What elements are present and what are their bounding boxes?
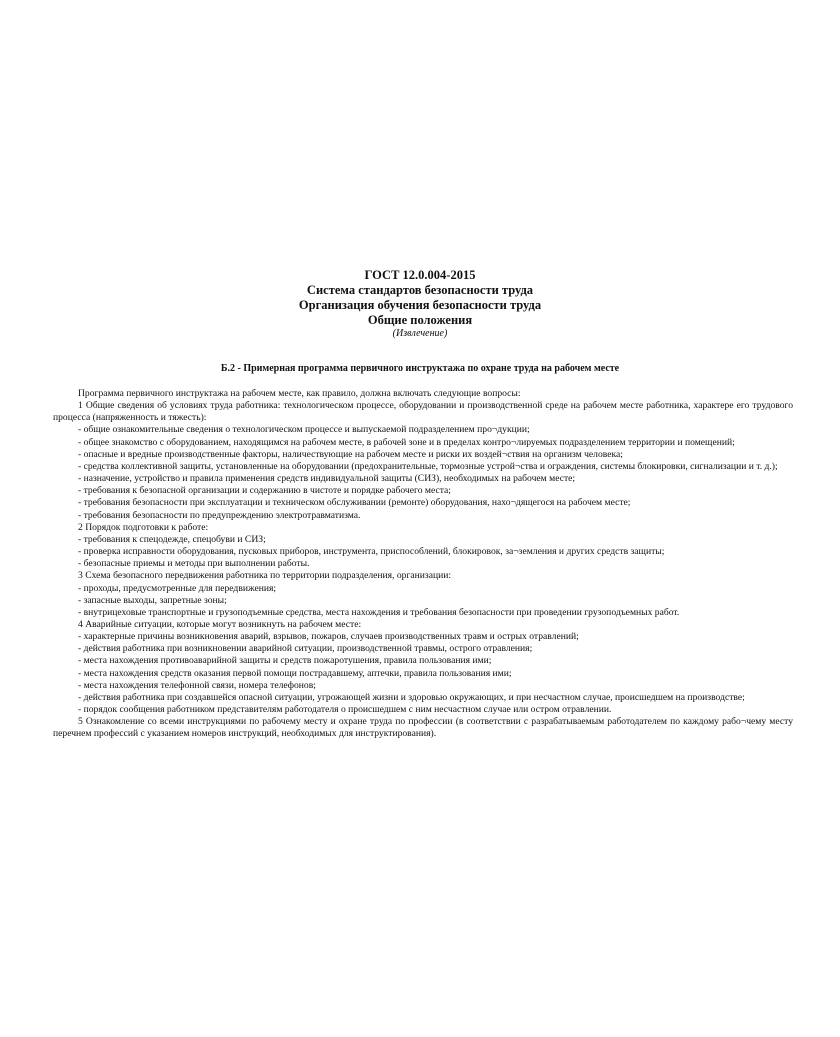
list-item: - действия работника при создавшейся опасной ситуации, угрожающей жизни и здоровью окружающих, и при несчастном случае, происшедшем на производстве;	[78, 691, 745, 703]
document-header	[0, 268, 840, 340]
list-item: - опасные и вредные производственные факторы, наличествующие на рабочем месте и риски их воздей¬ствия на организм человека;	[78, 448, 623, 460]
section-3-heading: 3 Схема безопасного передвижения работника по территории подразделения, организации:	[78, 570, 452, 582]
list-item: - проходы, предусмотренные для передвижения;	[78, 582, 277, 594]
intro-paragraph: Программа первичного инструктажа на рабочем месте, как правило, должна включать следующие вопросы:	[78, 388, 521, 399]
section-5-heading: 5 Ознакомление со всеми инструкциями по рабочему месту и охране труда по профессии (в соответствии с разрабатываемым работодателем по каждому рабо¬чему месту перечнем профессий с указанием номеров инструкций, необходимых для инструктирования).	[53, 716, 793, 740]
list-item: - проверка исправности оборудования, пусковых приборов, инструмента, приспособлений, блокировок, за¬земления и других средств защиты;	[78, 546, 665, 558]
document-body	[53, 388, 793, 741]
list-item: - места нахождения телефонной связи, номера телефонов;	[78, 679, 316, 691]
section-1-heading: 1 Общие сведения об условиях труда работника: технологическом процессе, оборудовании и производственной среде на рабочем месте работника, характере его трудового процесса (напряженность и тяжесть):	[53, 400, 793, 424]
standard-subtitle: Общие положения	[367, 313, 473, 327]
list-item: - требования безопасности по предупреждению электротравматизма.	[78, 509, 361, 521]
list-item: - средства коллективной защиты, установленные на оборудовании (предохранительные, тормозные устрой¬ства и ограждения, системы блокировки, сигнализации и т. д.);	[78, 460, 778, 472]
list-item: - требования к безопасной организации и содержанию в чистоте и порядке рабочего места;	[78, 485, 451, 497]
list-item: - общие ознакомительные сведения о технологическом процессе и выпускаемой подразделением про¬дукции;	[78, 424, 530, 436]
section-2-heading: 2 Порядок подготовки к работе:	[78, 521, 209, 533]
list-item: - внутрицеховые транспортные и грузоподъемные средства, места нахождения и требования безопасности при проведении грузоподъемных работ.	[78, 606, 680, 618]
section-title: Б.2 - Примерная программа первичного инструктажа по охране труда на рабочем месте	[220, 363, 620, 374]
list-item: - безопасные приемы и методы при выполнении работы.	[78, 558, 310, 570]
standard-number: ГОСТ 12.0.004-2015	[364, 268, 476, 282]
standard-system: Система стандартов безопасности труда	[306, 283, 534, 297]
list-item: - требования к спецодежде, спецобуви и СИЗ;	[78, 533, 266, 545]
list-item: - места нахождения средств оказания первой помощи пострадавшему, аптечки, правила пользования ими;	[78, 667, 512, 679]
standard-title: Организация обучения безопасности труда	[298, 298, 542, 312]
list-item: - действия работника при возникновении аварийной ситуации, производственной травмы, острого отравления;	[78, 643, 533, 655]
list-item: - назначение, устройство и правила применения средств индивидуальной защиты (СИЗ), необходимых на рабочем месте;	[78, 473, 576, 485]
list-item: - требования безопасности при эксплуатации и техническом обслуживании (ремонте) оборудования, нахо¬дящегося на рабочем месте;	[78, 497, 631, 509]
list-item: - характерные причины возникновения аварий, взрывов, пожаров, случаев производственных травм и острых отравлений;	[78, 631, 579, 643]
list-item: - запасные выходы, запретные зоны;	[78, 594, 227, 606]
list-item: - общее знакомство с оборудованием, находящимся на рабочем месте, в рабочей зоне и в пределах контро¬лируемых подразделением территории и помещений;	[78, 436, 735, 448]
section-4-heading: 4 Аварийные ситуации, которые могут возникнуть на рабочем месте:	[78, 618, 362, 630]
list-item: - порядок сообщения работником представителям работодателя о происшедшем с ним несчастном случае или остром отравлении.	[78, 704, 612, 716]
list-item: - места нахождения противоаварийной защиты и средств пожаротушения, правила пользования ими;	[78, 655, 492, 667]
extract-note: (Извлечение)	[392, 328, 448, 339]
